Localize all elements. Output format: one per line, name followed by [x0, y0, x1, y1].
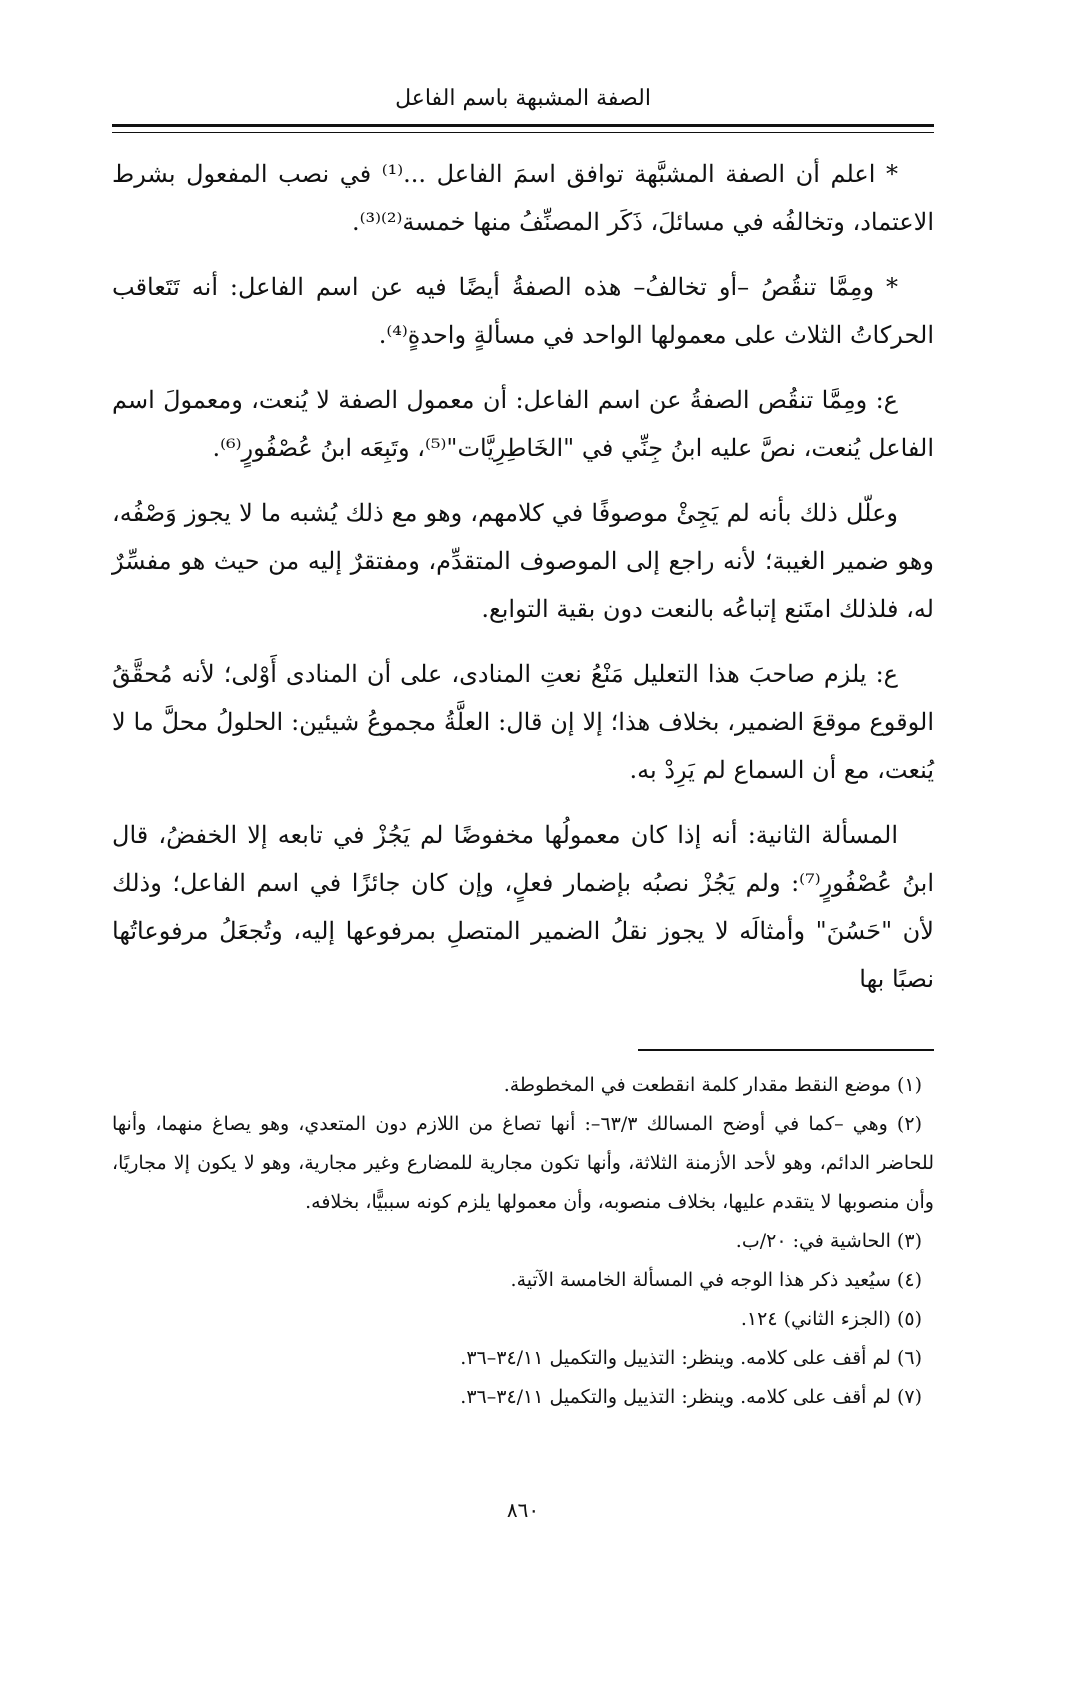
- page-number: ٨٦٠: [506, 1498, 540, 1522]
- paragraph-5: ع: يلزم صاحبَ هذا التعليل مَنْعُ نعتِ المنادى، على أن المنادى أَوْلى؛ لأنه مُحقَّقُ الوقوع موقعَ الضمير، بخلاف هذا؛ إلا إن قال: العلَّةُ مجموعُ شيئين: الحلولُ محلَّ ما لا يُنعت، مع أن السماع لم يَرِدْ به.: [112, 660, 934, 784]
- footnote-3: (٣) الحاشية في: ٢٠/ب.: [735, 1230, 922, 1252]
- paragraph-4: وعلّل ذلك بأنه لم يَجِئْ موصوفًا في كلامهم، وهو مع ذلك يُشبه ما لا يجوز وَصْفُه، وهو ضمير الغيبة؛ لأنه راجع إلى الموصوف المتقدِّم، ومفتقرٌ إليه من حيث هو مفسِّرٌ له، فلذلك امتَنع إتباعُه بالنعت دون بقية التوابع.: [112, 499, 934, 623]
- footnote-1: (١) موضع النقط مقدار كلمة انقطعت في المخطوطة.: [503, 1074, 922, 1096]
- header-rule-thin: [112, 132, 934, 133]
- paragraph-3: ع: ومِمَّا تنقُص الصفةُ عن اسم الفاعل: أن معمول الصفة لا يُنعت، ومعمولَ اسم الفاعل يُنعت، نصَّ عليه ابنُ جِنِّي في "الخَاطِرِيَّات"⁽⁵⁾، وتَبِعَه ابنُ عُصْفُورٍ⁽⁶⁾.: [112, 386, 934, 462]
- running-header-title: الصفة المشبهة باسم الفاعل: [395, 86, 651, 111]
- footnotes: [112, 1066, 934, 1417]
- paragraph-6: المسألة الثانية: أنه إذا كان معمولُها مخفوضًا لم يَجُزْ في تابعه إلا الخفضُ، قال ابنُ عُصْفُورٍ⁽⁷⁾: ولم يَجُزْ نصبُه بإضمار فعلٍ، وإن كان جائزًا في اسم الفاعل؛ وذلك لأن "حَسُنَ" وأمثالَه لا يجوز نقلُ الضمير المتصلِ بمرفوعها إليه، وتُجعَلُ مرفوعاتُها نصبًا بها: [112, 821, 935, 993]
- footnote-6: (٦) لم أقف على كلامه. وينظر: التذييل والتكميل ٣٤/١١–٣٦.: [460, 1347, 922, 1369]
- paragraph-1: * اعلم أن الصفة المشبَّهة توافق اسمَ الفاعل ...⁽¹⁾ في نصب المفعول بشرط الاعتماد، وتخالفُه في مسائلَ، ذَكَر المصنِّفُ منها خمسة⁽²⁾⁽³⁾.: [112, 160, 934, 236]
- header-rule-thick: [112, 124, 934, 127]
- footnote-2: (٢) وهي –كما في أوضح المسالك ٦٣/٣–: أنها تصاغ من اللازم دون المتعدي، وهو يصاغ منهما، وأنها للحاضر الدائم، وهو لأحد الأزمنة الثلاثة، وأنها تكون مجارية للمضارع وغير مجارية، وهو لا يكون إلا مجاريًا، وأن منصوبها لا يتقدم عليها، بخلاف منصوبه، وأن معمولها يلزم كونه سببيًّا، بخلافه.: [112, 1113, 934, 1213]
- footnote-7: (٧) لم أقف على كلامه. وينظر: التذييل والتكميل ٣٤/١١–٣٦.: [460, 1386, 922, 1408]
- footnote-5: (٥) (الجزء الثاني) ١٢٤.: [740, 1308, 922, 1330]
- footnote-4: (٤) سيُعيد ذكر هذا الوجه في المسألة الخامسة الآتية.: [510, 1269, 922, 1291]
- main-text: [112, 150, 934, 1020]
- paragraph-2: * ومِمَّا تنقُصُ –أو تخالفُ– هذه الصفةُ أيضًا فيه عن اسم الفاعل: أنه تَتَعاقب الحركاتُ الثلاث على معمولها الواحد في مسألةٍ واحدةٍ⁽⁴⁾.: [112, 273, 934, 349]
- footnote-separator: [638, 1049, 934, 1051]
